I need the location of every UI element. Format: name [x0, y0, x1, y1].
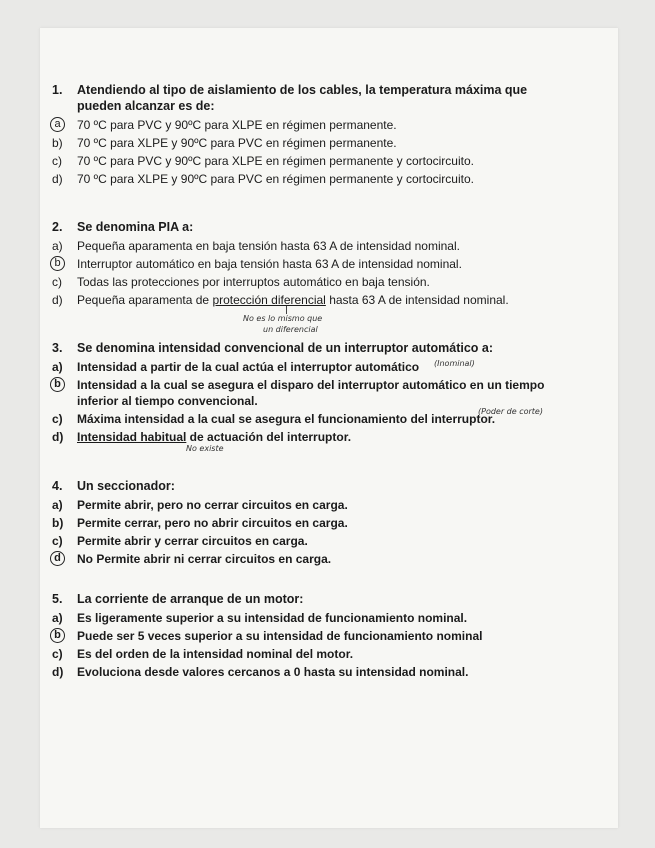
handwritten-note: No existe: [186, 444, 224, 453]
option-c[interactable]: [52, 153, 572, 169]
option-letter-circled: a: [50, 117, 65, 132]
question-title: [52, 82, 572, 114]
option-a[interactable]: [52, 117, 572, 133]
option-text: Es ligeramente superior a su intensidad de funcionamiento nominal.: [77, 611, 468, 625]
option-text-pre: Pequeña aparamenta de: [77, 293, 213, 307]
option-letter: d): [52, 665, 64, 679]
question-5: [52, 591, 572, 680]
question-3: [52, 340, 572, 445]
question-text: Un seccionador:: [77, 479, 175, 493]
pencil-mark: [286, 306, 287, 314]
question-text: Se denomina PIA a:: [77, 220, 194, 234]
option-text: Pequeña aparamenta en baja tensión hasta 63 A de intensidad nominal.: [77, 239, 460, 253]
option-text: Evoluciona desde valores cercanos a 0 hasta su intensidad nominal.: [77, 665, 469, 679]
option-text: No Permite abrir ni cerrar circuitos en carga.: [77, 552, 332, 566]
option-letter: b): [52, 516, 64, 530]
option-letter: d): [52, 172, 63, 186]
option-text-underlined: Intensidad habitual: [77, 430, 187, 444]
option-letter: a): [52, 239, 63, 253]
option-text: 70 ºC para PVC y 90ºC para XLPE en régimen permanente.: [77, 118, 397, 132]
question-number: 2.: [52, 220, 63, 234]
option-letter: c): [52, 534, 63, 548]
handwritten-note: No es lo mismo que: [243, 314, 323, 323]
option-letter: b): [52, 136, 63, 150]
option-d[interactable]: [52, 429, 572, 445]
question-title: [52, 591, 572, 607]
option-d[interactable]: [52, 551, 572, 567]
question-text: Atendiendo al tipo de aislamiento de los cables, la temperatura máxima que pueden alcanzar es de:: [77, 83, 528, 113]
option-a[interactable]: [52, 497, 572, 513]
option-text: 70 ºC para XLPE y 90ºC para PVC en régimen permanente.: [77, 136, 397, 150]
option-c[interactable]: [52, 646, 572, 662]
option-letter-circled: d: [50, 551, 65, 566]
option-text: 70 ºC para PVC y 90ºC para XLPE en régimen permanente y cortocircuito.: [77, 154, 474, 168]
option-text: Permite cerrar, pero no abrir circuitos en carga.: [77, 516, 348, 530]
option-b[interactable]: [52, 135, 572, 151]
option-text: Puede ser 5 veces superior a su intensidad de funcionamiento nominal: [77, 629, 483, 643]
question-4: [52, 478, 572, 567]
option-letter: a): [52, 611, 63, 625]
question-number: 4.: [52, 479, 63, 493]
question-text: La corriente de arranque de un motor:: [77, 592, 304, 606]
option-d[interactable]: [52, 171, 572, 187]
option-letter: a): [52, 360, 63, 374]
option-a[interactable]: [52, 359, 572, 375]
question-number: 1.: [52, 83, 63, 97]
handwritten-note: (Inominal): [434, 359, 475, 368]
option-letter: d): [52, 430, 64, 444]
question-2: [52, 219, 572, 308]
question-1: [52, 82, 572, 187]
option-d[interactable]: [52, 664, 572, 680]
option-b[interactable]: [52, 256, 572, 272]
option-letter: c): [52, 647, 63, 661]
option-text: Permite abrir y cerrar circuitos en carga.: [77, 534, 308, 548]
option-text: Permite abrir, pero no cerrar circuitos en carga.: [77, 498, 348, 512]
option-c[interactable]: [52, 274, 572, 290]
option-text-post: hasta 63 A de intensidad nominal.: [325, 293, 509, 307]
handwritten-note: un diferencial: [263, 325, 318, 334]
option-text-post: de actuación del interruptor.: [186, 430, 352, 444]
option-b[interactable]: [52, 628, 572, 644]
handwritten-note: (Poder de corte): [478, 407, 543, 416]
question-number: 3.: [52, 341, 63, 355]
option-letter: d): [52, 293, 63, 307]
option-b[interactable]: [52, 515, 572, 531]
option-text: Interruptor automático en baja tensión hasta 63 A de intensidad nominal.: [77, 257, 462, 271]
option-text: Máxima intensidad a la cual se asegura el funcionamiento del interruptor.: [77, 412, 496, 426]
question-number: 5.: [52, 592, 63, 606]
option-d[interactable]: [52, 292, 572, 308]
option-letter: a): [52, 498, 63, 512]
option-text-underlined: protección diferencial: [212, 293, 326, 307]
option-text: Intensidad a la cual se asegura el disparo del interruptor automático en un tiempo: [77, 378, 545, 392]
option-letter-circled: b: [50, 256, 65, 271]
option-text-line2: inferior al tiempo convencional.: [77, 394, 258, 408]
option-text: Es del orden de la intensidad nominal del motor.: [77, 647, 354, 661]
option-letter: c): [52, 275, 62, 289]
option-letter-circled: b: [50, 628, 65, 643]
option-b[interactable]: [52, 377, 572, 409]
option-letter: c): [52, 412, 63, 426]
question-text: Se denomina intensidad convencional de un interruptor automático a:: [77, 341, 494, 355]
option-a[interactable]: [52, 610, 572, 626]
question-title: [52, 478, 572, 494]
option-text: 70 ºC para XLPE y 90ºC para PVC en régimen permanente y cortocircuito.: [77, 172, 474, 186]
option-a[interactable]: [52, 238, 572, 254]
option-letter: c): [52, 154, 62, 168]
question-title: [52, 219, 572, 235]
question-title: [52, 340, 572, 356]
option-text: Intensidad a partir de la cual actúa el interruptor automático: [77, 360, 420, 374]
option-text: Todas las protecciones por interruptos automático en baja tensión.: [77, 275, 430, 289]
option-letter-circled: b: [50, 377, 65, 392]
option-c[interactable]: [52, 533, 572, 549]
